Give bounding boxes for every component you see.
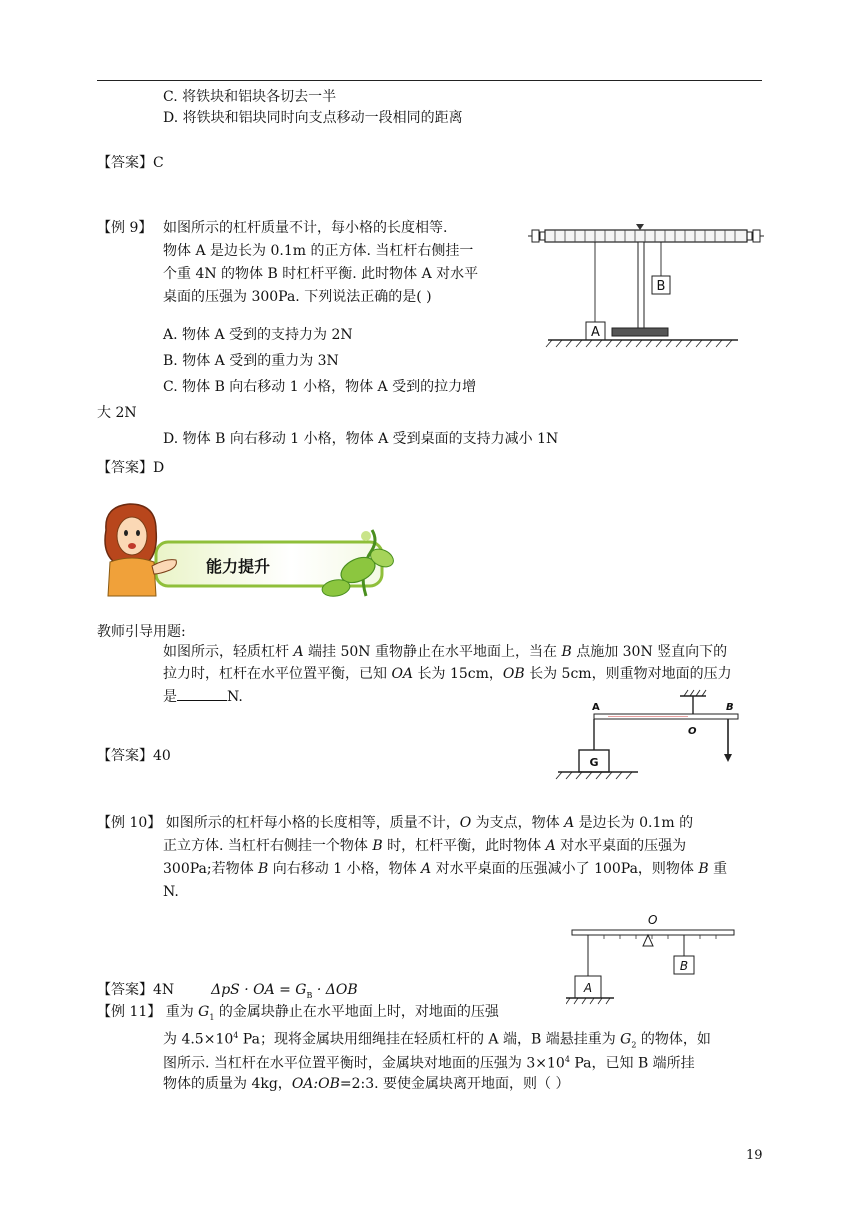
- text-run: 为支点，物体: [471, 815, 565, 831]
- figure-label-b: B: [656, 279, 666, 294]
- var-a: A: [293, 644, 304, 660]
- figure-label-a: A: [592, 702, 600, 713]
- var-g2: G: [620, 1031, 632, 1048]
- var-a: A: [421, 861, 432, 877]
- var-g1: G: [198, 1004, 210, 1020]
- figure-label-a: A: [591, 325, 600, 340]
- var-b: B: [258, 861, 269, 877]
- text-run: Pa；现将金属块用细绳挂在轻质杠杆的 A 端，B 端悬挂重为: [238, 1031, 621, 1048]
- answer-value: 4N: [153, 982, 175, 998]
- text-run: 点施加 30N 竖直向下的: [571, 644, 728, 660]
- example11-line3: [163, 1050, 695, 1074]
- prev-option-d: D. 将铁块和铝块同时向支点移动一段相同的距离: [163, 110, 463, 126]
- example10-label: 【例 10】: [97, 815, 162, 831]
- text-run: 长为 15cm，: [413, 666, 503, 682]
- answer-label: 【答案】: [97, 155, 153, 171]
- var-ratio: OA:OB: [291, 1076, 340, 1092]
- example9-line4: 桌面的压强为 300Pa. 下列说法正确的是( ): [163, 289, 432, 305]
- text-run: =2:3. 要使金属块离开地面，则（ ）: [339, 1076, 570, 1092]
- text-run: 是边长为 0.1m 的: [574, 815, 694, 831]
- example9-line1: 如图所示的杠杆质量不计，每小格的长度相等.: [163, 220, 448, 236]
- text-run: Pa，已知 B 端所挂: [569, 1055, 695, 1072]
- answer-label: 【答案】: [97, 460, 153, 476]
- example9-option-a: A. 物体 A 受到的支持力为 2N: [163, 327, 353, 343]
- example10-line2: [163, 836, 686, 856]
- example9-lever-figure: [528, 218, 764, 353]
- text-run: 拉力时，杠杆在水平位置平衡，已知: [163, 666, 392, 682]
- var-b: B: [561, 644, 572, 660]
- figure-label-b: B: [679, 959, 689, 973]
- text-run: 对水平桌面的压强减小了 100Pa，则物体: [431, 861, 699, 877]
- example11-line1: [97, 1002, 499, 1028]
- teacher-line1: [163, 642, 727, 662]
- prev-option-c: C. 将铁块和铝块各切去一半: [163, 89, 337, 105]
- text-run: 向右移动 1 小格，物体: [268, 861, 422, 877]
- text-run: 物体的质量为 4kg，: [163, 1076, 292, 1092]
- text-run: 的金属块静止在水平地面上时，对地面的压强: [214, 1004, 499, 1020]
- text-run: 长为 5cm，则重物对地面的压力: [524, 666, 732, 682]
- figure-label-g: G: [589, 756, 599, 769]
- text-run: 如图所示的杠杆每小格的长度相等，质量不计，: [161, 815, 460, 831]
- text-run: 正立方体. 当杠杆右侧挂一个物体: [163, 838, 373, 854]
- prev-answer: [97, 153, 164, 173]
- answer-value: 40: [153, 748, 171, 764]
- example10-line4: N.: [163, 884, 179, 900]
- page-number: 19: [746, 1148, 763, 1163]
- formula-tail: · ΔOB: [312, 982, 358, 998]
- example9-option-c-cont: 大 2N: [97, 405, 137, 421]
- figure-label-o: O: [688, 726, 697, 737]
- subscript: 1: [209, 1012, 215, 1022]
- formula: ΔpS · OA = G: [211, 982, 307, 998]
- answer-label: 【答案】: [97, 748, 153, 764]
- example9-line2: 物体 A 是边长为 0.1m 的正方体. 当杠杆右侧挂一: [163, 243, 474, 259]
- var-a: A: [564, 815, 575, 831]
- var-a: A: [545, 838, 556, 854]
- example9-line3: 个重 4N 的物体 B 时杠杆平衡. 此时物体 A 对水平: [163, 266, 479, 282]
- teacher-line2: [163, 664, 732, 684]
- figure-label-a: A: [583, 981, 593, 995]
- text-run: 为 4.5×10: [163, 1031, 234, 1048]
- text-run: 的物体，如: [636, 1031, 711, 1048]
- teacher-heading: 教师引导用题:: [97, 624, 186, 640]
- var-ob: OB: [502, 666, 525, 682]
- answer-value: D: [153, 460, 165, 476]
- text-run: 时，杠杆平衡，此时物体: [382, 838, 546, 854]
- example9-option-b: B. 物体 A 受到的重力为 3N: [163, 353, 339, 369]
- answer-blank[interactable]: [177, 686, 227, 701]
- var-o: O: [459, 815, 472, 831]
- example11-line4: [163, 1074, 570, 1094]
- text-run: 图所示. 当杠杆在水平位置平衡时，金属块对地面的压强为 3×10: [163, 1055, 565, 1072]
- header-rule: [97, 80, 762, 81]
- exponent: 4: [233, 1031, 239, 1040]
- text-run: 是: [163, 689, 177, 705]
- text-run: 300Pa;若物体: [163, 861, 259, 877]
- formula-sub: B: [306, 990, 313, 1000]
- text-run: 端挂 50N 重物静止在水平地面上，当在: [303, 644, 562, 660]
- example9-label: 【例 9】: [97, 220, 153, 236]
- text-run: 重: [708, 861, 728, 877]
- example9-option-c: C. 物体 B 向右移动 1 小格，物体 A 受到的拉力增: [163, 379, 477, 395]
- teacher-lever-figure: [548, 688, 748, 784]
- banner-title: 能力提升: [206, 557, 271, 576]
- example10-lever-figure: [566, 912, 738, 1006]
- example9-option-d: D. 物体 B 向右移动 1 小格，物体 A 受到桌面的支持力减小 1N: [163, 431, 559, 447]
- answer-value: C: [153, 155, 164, 171]
- subscript: 2: [631, 1040, 637, 1050]
- text-run: 如图所示，轻质杠杆: [163, 644, 294, 660]
- exponent: 4: [564, 1055, 570, 1064]
- figure-label-b: B: [726, 702, 734, 713]
- section-banner: [96, 500, 396, 600]
- example10-line1: [97, 813, 693, 833]
- figure-label-o: O: [648, 913, 658, 927]
- answer-label: 【答案】: [97, 982, 153, 998]
- text-run: 对水平桌面的压强为: [555, 838, 687, 854]
- var-b: B: [698, 861, 709, 877]
- example11-label: 【例 11】: [97, 1004, 162, 1020]
- var-oa: OA: [391, 666, 414, 682]
- example9-answer: [97, 458, 164, 478]
- teacher-line3: [163, 686, 243, 707]
- text-run: N.: [227, 689, 243, 705]
- teacher-answer: [97, 746, 171, 766]
- example10-line3: [163, 859, 727, 879]
- text-run: 重为: [161, 1004, 199, 1020]
- var-b: B: [372, 838, 383, 854]
